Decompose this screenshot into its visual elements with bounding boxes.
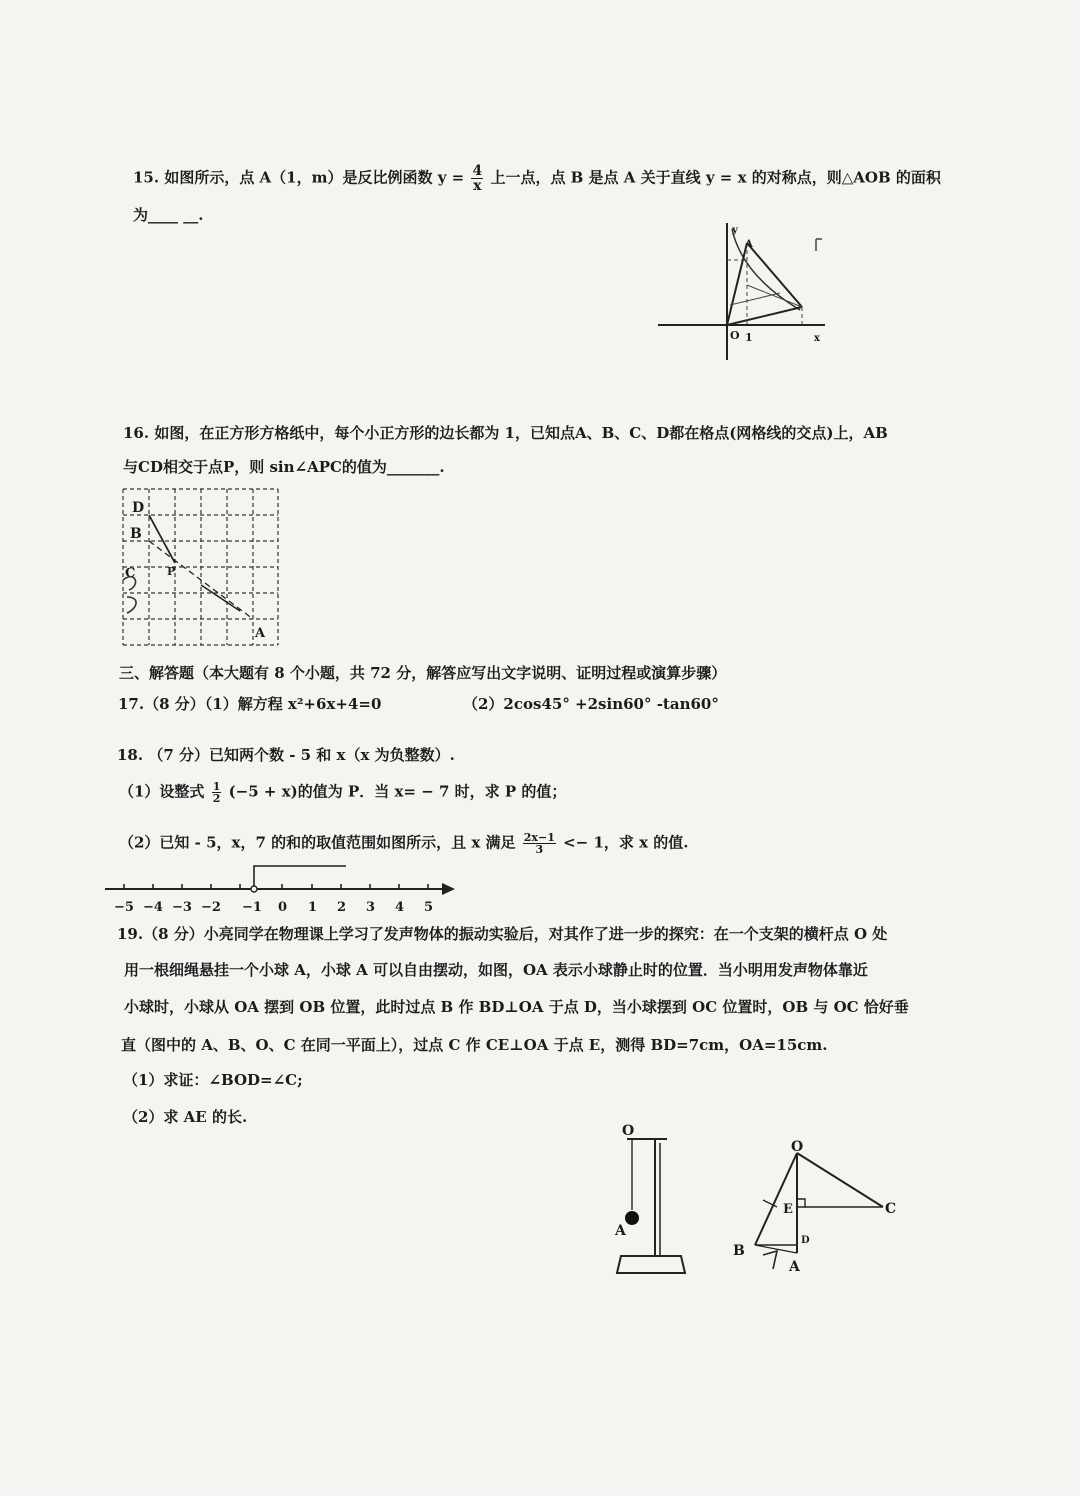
q15-segment-ob	[727, 307, 802, 325]
segment-oc	[797, 1153, 883, 1207]
q16-segment-extra	[201, 585, 240, 611]
triangle-label-o: O	[791, 1139, 804, 1155]
q16-label-b: B	[130, 526, 142, 542]
q16-label-c: C	[125, 566, 136, 581]
q15-label-x: x	[814, 333, 820, 344]
q16-grid-lines	[123, 489, 278, 645]
q15-margin-mark	[816, 239, 822, 251]
q15-figure	[650, 215, 900, 365]
triangle-label-a: A	[789, 1259, 800, 1275]
q19-triangle-figure	[725, 1135, 910, 1275]
tick-label: 4	[395, 900, 405, 915]
q18-part2-a: （2）已知 - 5，x，7 的和的取值范围如图所示，且 x 满足	[119, 833, 516, 852]
q15-text-b: 上一点，点 B 是点 A 关于直线 y = x 的对称点，则△AOB 的面积	[490, 168, 941, 187]
q19-line1: 19.（8 分）小亮同学在物理课上学习了发声物体的振动实验后，对其作了进一步的探究：在一个支架的横杆点 O 处	[117, 925, 888, 943]
q18-half-num: 1	[212, 780, 221, 793]
tick-label: 3	[366, 900, 376, 915]
q18-intro: 18. （7 分）已知两个数 - 5 和 x（x 为负整数）.	[117, 746, 455, 764]
q16-label-p: P	[167, 565, 176, 578]
tick-label: 1	[308, 900, 318, 915]
triangle-label-c: C	[885, 1201, 897, 1217]
q16-label-d: D	[132, 500, 145, 516]
q18-half-fraction	[212, 781, 222, 804]
q19-pendulum-figure	[605, 1115, 705, 1280]
section3-heading: 三、解答题（本大题有 8 个小题，共 72 分，解答应写出文字说明、证明过程或演算步骤）	[119, 664, 727, 682]
q19-line3: 小球时，小球从 OA 摆到 OB 位置，此时过点 B 作 BD⊥OA 于点 D，当小球摆到 OC 位置时，OB 与 OC 恰好垂	[124, 998, 909, 1016]
number-line-range-bracket	[254, 866, 346, 889]
q16-label-a: A	[255, 626, 266, 641]
q15-label-one: 1	[745, 331, 753, 344]
q18-half-den: 2	[212, 792, 221, 805]
tick-label: −4	[143, 900, 163, 915]
q19-part1: （1）求证：∠BOD=∠C;	[123, 1071, 303, 1089]
q15-label-o: O	[730, 329, 740, 342]
q16-handwriting-mark	[123, 577, 136, 613]
pendulum-label-a: A	[615, 1223, 626, 1239]
q15-helper-5	[730, 293, 780, 305]
tick-label: 0	[278, 900, 288, 915]
q18-part2	[119, 832, 689, 855]
segment-ob	[755, 1153, 797, 1245]
q19-line2: 用一根细绳悬挂一个小球 A，小球 A 可以自由摆动，如图，OA 表示小球静止时的位置．当小明用发声物体靠近	[124, 961, 868, 979]
q15-segment-ab	[747, 243, 802, 307]
q17-part1: 17.（8 分）（1）解方程 x²+6x+4=0	[118, 695, 382, 713]
tick-label: −2	[201, 900, 221, 915]
tick-label: −3	[172, 900, 192, 915]
q15-fraction-num: 4	[472, 163, 483, 179]
right-angle-mark-e	[797, 1199, 805, 1207]
q15-fraction-den: x	[473, 178, 482, 194]
q18-part2-b: <− 1，求 x 的值.	[563, 833, 689, 852]
pendulum-ball	[625, 1211, 639, 1225]
q18-ineq-den: 3	[535, 843, 544, 856]
triangle-label-e: E	[783, 1202, 793, 1217]
q16-line2: 与CD相交于点P，则 sin∠APC的值为_______.	[123, 458, 445, 476]
q15-line1	[133, 164, 941, 193]
pendulum-label-o: O	[622, 1123, 635, 1139]
q15-segment-oa	[727, 243, 747, 325]
q15-text-a: 15. 如图所示，点 A（1，m）是反比例函数 y =	[133, 168, 465, 187]
pendulum-base	[617, 1256, 685, 1273]
q15-line2: 为____ __.	[133, 206, 204, 224]
q16-line1: 16. 如图，在正方形方格纸中，每个小正方形的边长都为 1，已知点A、B、C、D都在格点(网格线的交点)上，AB	[123, 424, 888, 442]
q18-ineq-fraction	[523, 832, 556, 855]
q15-hyperbola	[732, 229, 800, 310]
handwritten-seven	[763, 1251, 777, 1269]
q16-segment-cd	[149, 515, 175, 563]
q18-part1	[119, 781, 566, 804]
tick-label: 5	[424, 900, 434, 915]
number-line-arrow	[442, 883, 455, 895]
number-line-open-point	[251, 886, 257, 892]
q18-ineq-num: 2x−1	[523, 831, 555, 844]
q15-label-a: A	[745, 239, 753, 250]
q16-grid-figure	[115, 485, 285, 650]
q18-number-line	[100, 860, 465, 915]
q18-part1-b: (−5 + x)的值为 P．当 x= − 7 时，求 P 的值；	[228, 782, 567, 801]
q15-label-y: y	[732, 225, 738, 236]
triangle-label-b: B	[733, 1243, 745, 1259]
q17-part2: （2）2cos45° +2sin60° -tan60°	[463, 695, 719, 713]
tick-label: −5	[114, 900, 134, 915]
q19-line4: 直（图中的 A、B、O、C 在同一平面上），过点 C 作 CE⊥OA 于点 E，测得 BD=7cm，OA=15cm.	[121, 1036, 828, 1054]
q19-part2: （2）求 AE 的长.	[123, 1108, 248, 1126]
q18-part1-a: （1）设整式	[119, 782, 205, 801]
q15-fraction	[471, 164, 483, 193]
triangle-label-d: D	[801, 1235, 810, 1246]
tick-label: 2	[337, 900, 347, 915]
tick-label: −1	[242, 900, 262, 915]
